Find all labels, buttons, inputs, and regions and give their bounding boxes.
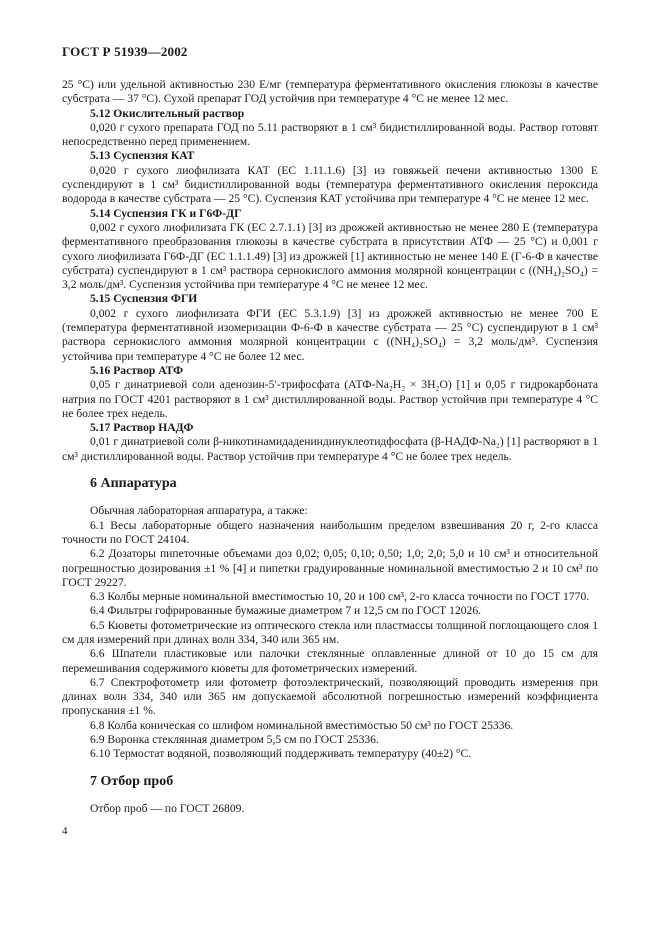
document-body	[62, 78, 598, 816]
paragraph-6-6: 6.6 Шпатели пластиковые или палочки стеклянные оплавленные длиной от 10 до 15 см для перемешивания содержимого кюветы для фотометрических измерений.	[62, 647, 598, 675]
paragraph-5-17: 0,01 г динатриевой соли β-никотинамидадениндинуклеотидфосфата (β-НАДФ-Na₂) [1] растворяют в 1 см³ дистиллированной воды. Раствор устойчив при температуре 4 °С не более трех недель.	[62, 435, 598, 463]
paragraph-5-12: 0,020 г сухого препарата ГОД по 5.11 растворяют в 1 см³ бидистиллированной воды. Раствор готовят непосредственно перед применением.	[62, 120, 598, 149]
page-number: 4	[62, 825, 68, 837]
section-7-title: 7 Отбор проб	[90, 773, 174, 789]
paragraph-6-intro: Обычная лабораторная аппаратура, а также:	[90, 504, 308, 518]
heading-5-16: 5.16 Раствор АТФ	[90, 363, 184, 377]
heading-5-12: 5.12 Окислительный раствор	[90, 106, 245, 120]
heading-5-17: 5.17 Раствор НАДФ	[90, 421, 194, 435]
paragraph-5-13: 0,020 г сухого лиофилизата КАТ (ЕС 1.11.1.6) [3] из говяжьей печени активностью 1300 Е суспендируют в 1 см³ бидистиллированной воды (температура ферментативного окисления пероксида водорода в качестве субстрата — 25 °С). Суспензия КАТ устойчива при температуре 4 °С не менее 12 мес.	[62, 163, 598, 206]
paragraph-6-4: 6.4 Фильтры гофрированные бумажные диаметром 7 и 12,5 см по ГОСТ 12026.	[90, 604, 482, 618]
paragraph-6-2: 6.2 Дозаторы пипеточные объемами доз 0,02; 0,05; 0,10; 0,50; 1,0; 2,0; 5,0 и 10 см³ и относительной погрешностью дозирования ±1 % [4] и пипетки градуированные номинальной вместимостью 2 и 10 см³ по ГОСТ 29227.	[62, 547, 598, 589]
paragraph-6-8: 6.8 Колба коническая со шлифом номинальной вместимостью 50 см³ по ГОСТ 25336.	[90, 718, 514, 732]
paragraph-6-3: 6.3 Колбы мерные номинальной вместимостью 10, 20 и 100 см³, 2-го класса точности по ГОСТ 1770.	[90, 590, 590, 604]
document-header: ГОСТ Р 51939—2002	[62, 44, 188, 59]
section-6-title: 6 Аппаратура	[90, 476, 177, 492]
heading-5-15: 5.15 Суспензия ФГИ	[90, 292, 198, 306]
paragraph-continued: 25 °С) или удельной активностью 230 Е/мг (температура ферментативного окисления глюкозы в качестве субстрата — 37 °С). Сухой препарат ГОД устойчив при температуре 4 °С не менее 12 мес.	[62, 78, 598, 106]
paragraph-7: Отбор проб — по ГОСТ 26809.	[90, 801, 245, 815]
paragraph-5-16: 0,05 г динатриевой соли аденозин-5′-трифосфата (АТФ-Na₂H₂ × 3H₂O) [1] и 0,05 г гидрокарбоната натрия по ГОСТ 4201 растворяют в 1 см³ дистиллированной воды. Раствор устойчив при температуре 4 °С не более трех недель.	[62, 378, 598, 420]
paragraph-6-1: 6.1 Весы лабораторные общего назначения наибольшим пределом взвешивания 20 г, 2-го класса точности по ГОСТ 24104.	[62, 518, 598, 546]
heading-5-14: 5.14 Суспензия ГК и Г6Ф-ДГ	[90, 206, 242, 220]
heading-5-13: 5.13 Суспензия КАТ	[90, 149, 195, 163]
paragraph-6-10: 6.10 Термостат водяной, позволяющий поддерживать температуру (40±2) °С.	[90, 747, 472, 761]
paragraph-6-7: 6.7 Спектрофотометр или фотометр фотоэлектрический, позволяющий проводить измерения при длинах волн 334, 340 или 365 нм допускаемой абсолютной погрешностью измерений коэффициента пропускания ±1 %.	[62, 675, 598, 718]
paragraph-6-9: 6.9 Воронка стеклянная диаметром 5,5 см по ГОСТ 25336.	[90, 733, 379, 747]
paragraph-6-5: 6.5 Кюветы фотометрические из оптического стекла или пластмассы толщиной поглощающего слоя 1 см для измерений при длинах волн 334, 340 или 365 нм.	[62, 618, 598, 646]
paragraph-5-15: 0,002 г сухого лиофилизата ФГИ (ЕС 5.3.1.9) [3] из дрожжей активностью не менее 700 Е (температура ферментативной изомеризации Ф-6-Ф в качестве субстрата — 25 °С) суспендируют в 1 см³ раствора сернокислого аммония молярной концентрации c ((NH₄)₂SO₄) = 3,2 моль/дм³. Суспензия устойчива при температуре 4 °С не более 12 мес.	[62, 306, 598, 363]
paragraph-5-14: 0,002 г сухого лиофилизата ГК (ЕС 2.7.1.1) [3] из дрожжей активностью не менее 280 Е (температура ферментативного преобразования глюкозы в качестве субстрата в присутствии АТФ — 25 °С) и 0,001 г сухого лиофилизата Г6Ф-ДГ (ЕС 1.1.1.49) [3] из дрожжей [1] активностью не менее 140 Е (Г-6-Ф в качестве субстрата) суспендируют в 1 см³ раствора сернокислого аммония молярной концентрации c ((NH₄)₂SO₄) = 3,2 моль/дм³. Суспензия устойчива при температуре 4 °С не менее 12 мес.	[62, 220, 598, 292]
